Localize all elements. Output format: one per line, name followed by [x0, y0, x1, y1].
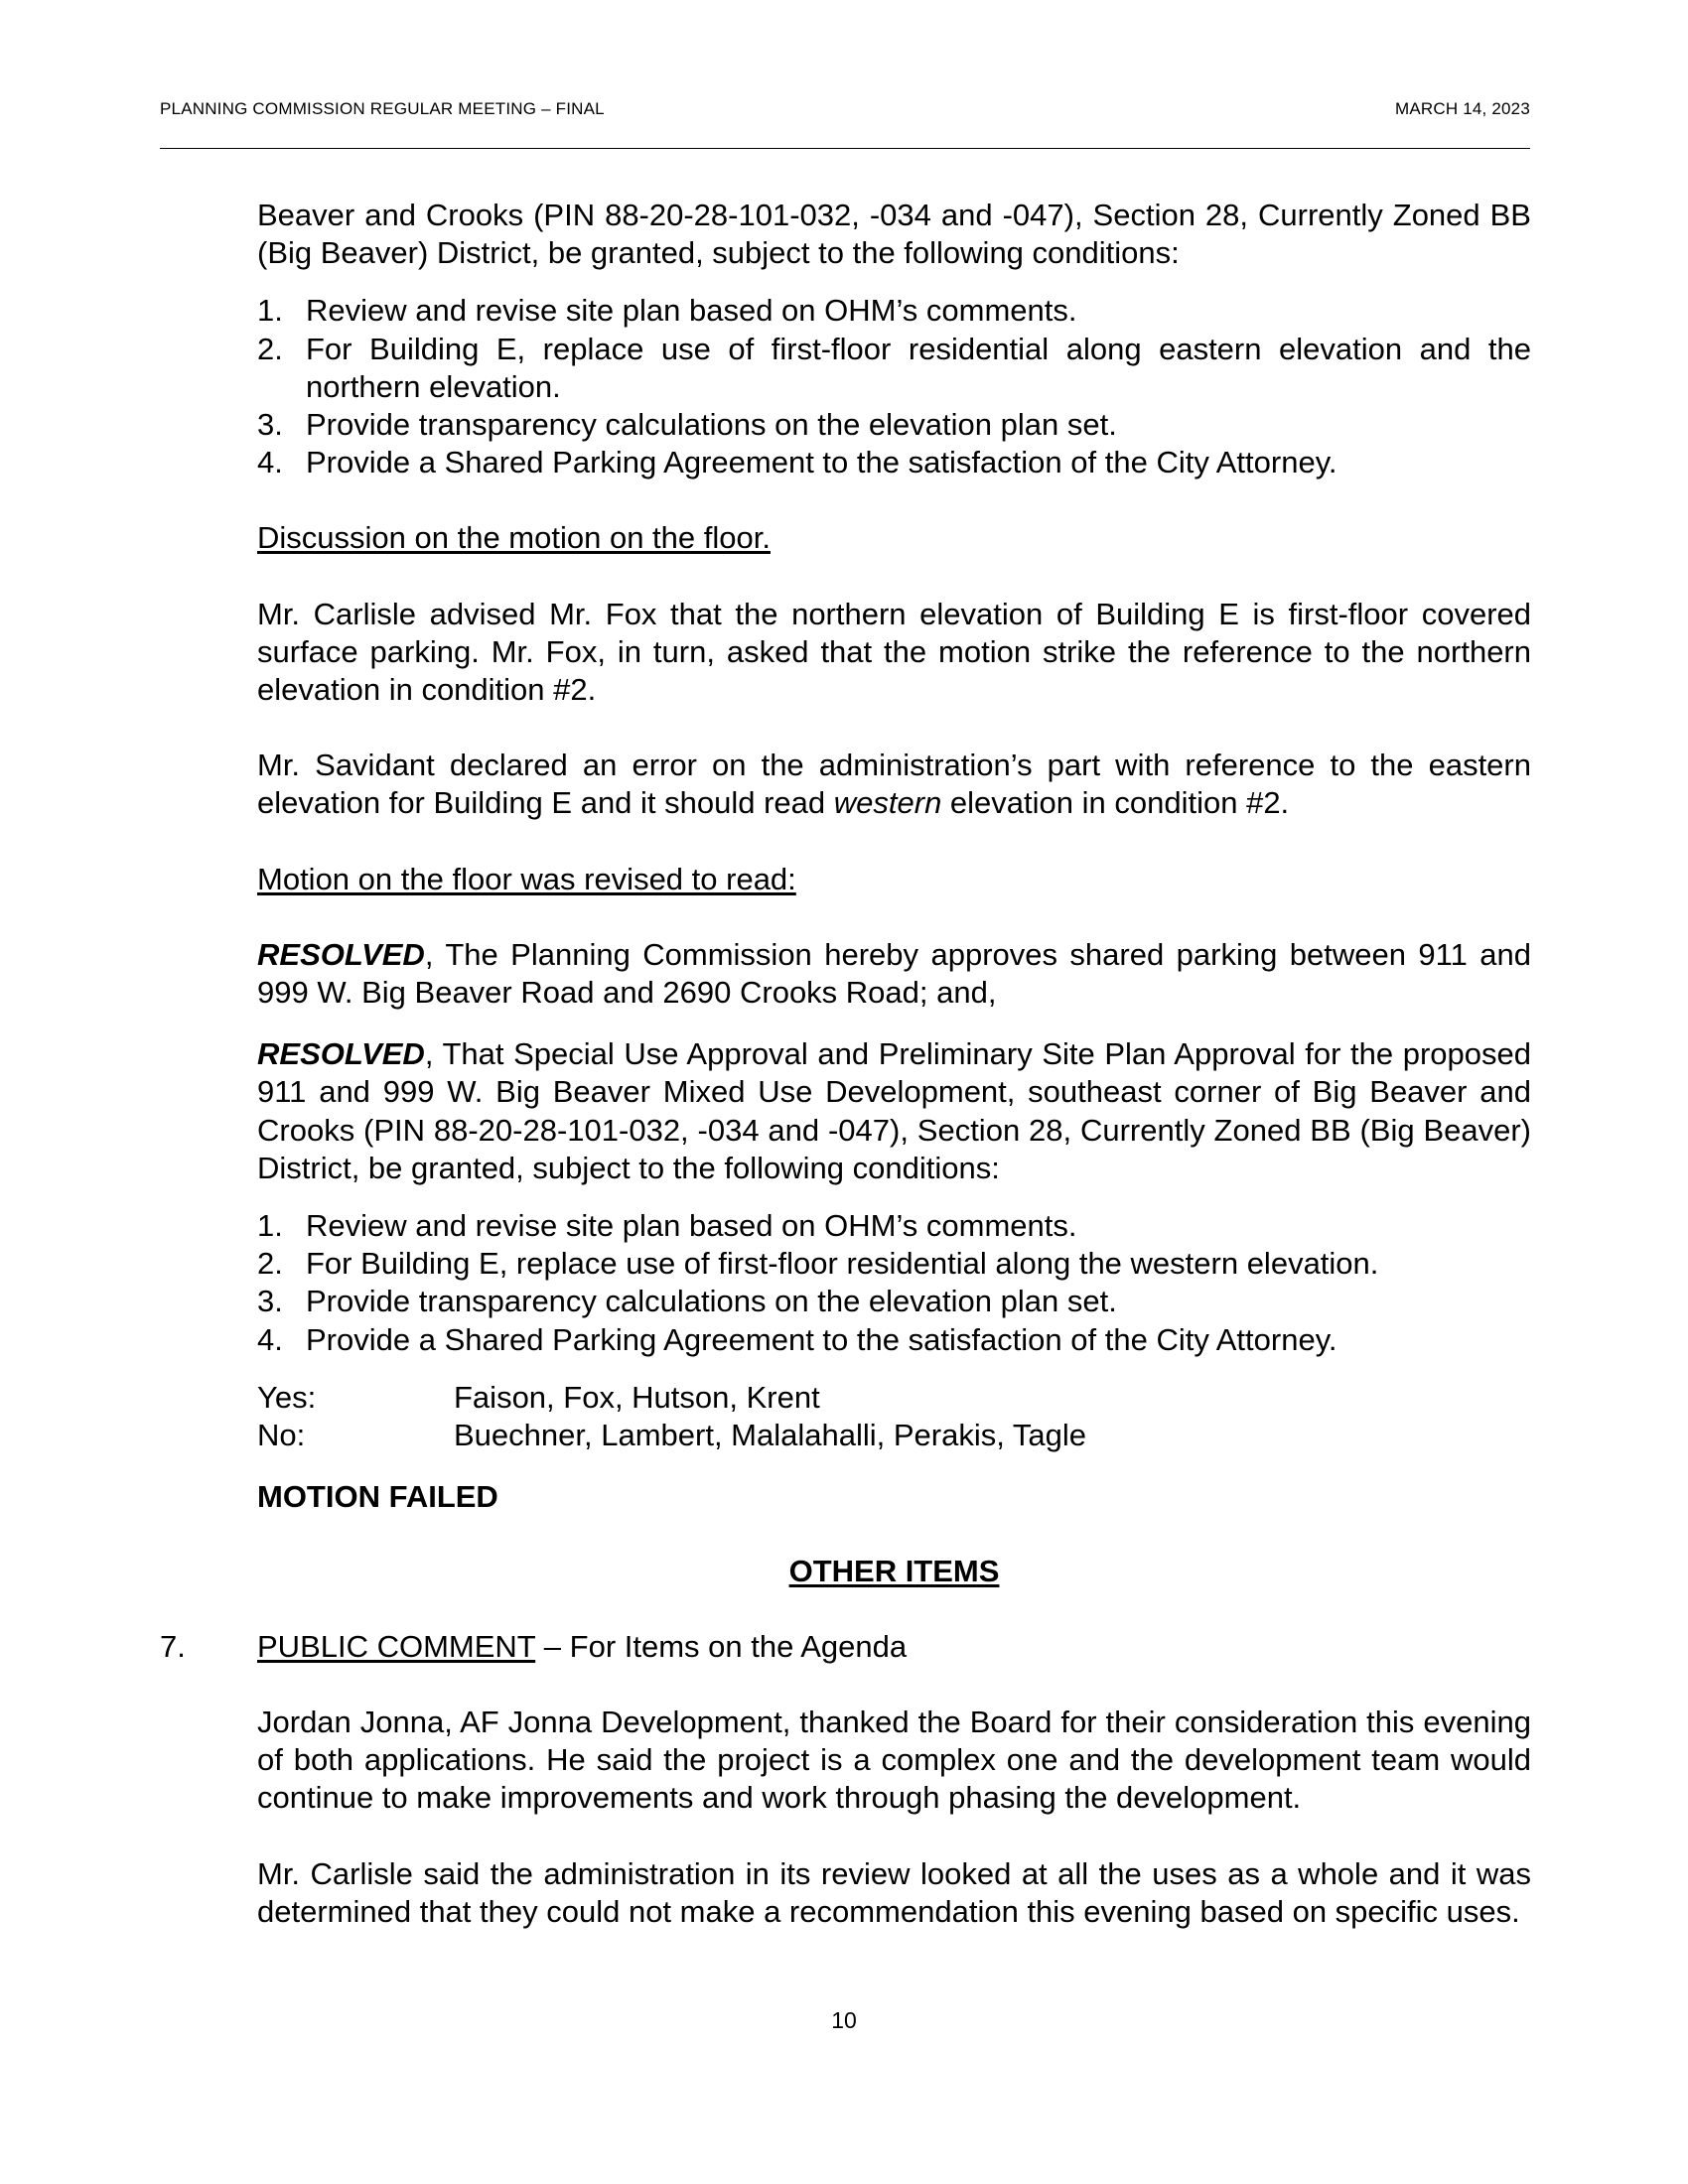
- agenda-item-number: 7.: [160, 1628, 186, 1664]
- vote-yes-row: Yes: Faison, Fox, Hutson, Krent: [257, 1379, 820, 1415]
- list-item: 3. Provide transparency calculations on the elevation plan set.: [257, 1284, 1117, 1319]
- original-conditions-list: [257, 292, 1531, 481]
- revised-motion-heading: Motion on the floor was revised to read:: [257, 861, 796, 896]
- discussion-paragraph-1: Mr. Carlisle advised Mr. Fox that the northern elevation of Building E is first-floor covered surface parking. Mr. Fox, in turn, asked that the motion strike the reference to the northern elevation in condition #2.: [257, 596, 1531, 708]
- agenda-item-title: PUBLIC COMMENT: [257, 1628, 536, 1664]
- section-heading: OTHER ITEMS: [788, 1554, 1000, 1589]
- list-item: 4. Provide a Shared Parking Agreement to the satisfaction of the City Attorney.: [257, 445, 1337, 480]
- comment-paragraph-2: Mr. Carlisle said the administration in its review looked at all the uses as a whole and it was determined that they could not make a recommendation this evening based on specific uses.: [257, 1855, 1531, 1929]
- list-item: 3. Provide transparency calculations on the elevation plan set.: [257, 407, 1117, 443]
- header-divider: [160, 148, 1530, 149]
- intro-paragraph: Beaver and Crooks (PIN 88-20-28-101-032, -034 and -047), Section 28, Currently Zoned BB (Big Beaver) District, be granted, subject to the following conditions:: [257, 198, 1531, 271]
- page-number: 10: [831, 2007, 857, 2033]
- list-item: 4. Provide a Shared Parking Agreement to the satisfaction of the City Attorney.: [257, 1321, 1337, 1357]
- header-left: PLANNING COMMISSION REGULAR MEETING – FINAL: [160, 99, 605, 118]
- list-item: 2. For Building E, replace use of first-floor residential along the western elevation.: [257, 1246, 1379, 1282]
- page-body: [160, 197, 1531, 1931]
- vote-tally: [257, 1379, 1531, 1454]
- revised-conditions-list: [257, 1207, 1531, 1359]
- header-date: MARCH 14, 2023: [1394, 99, 1530, 118]
- resolution-2: RESOLVED, That Special Use Approval and Preliminary Site Plan Approval for the proposed 911 and 999 W. Big Beaver Mixed Use Development, southeast corner of Big Beaver and Crooks (PIN 88-20-28-101-032, -034 and -047), Section 28, Currently Zoned BB (Big Beaver) District, be granted, subject to the following conditions:: [257, 1036, 1531, 1185]
- agenda-item-7: 7. PUBLIC COMMENT – For Items on the Agenda: [257, 1628, 1531, 1666]
- list-item: 2. For Building E, replace use of first-floor residential along eastern elevation and the northern elevation.: [257, 331, 1531, 404]
- motion-result: MOTION FAILED: [257, 1479, 498, 1515]
- list-item: 1. Review and revise site plan based on OHM’s comments.: [257, 1208, 1077, 1244]
- discussion-paragraph-2: Mr. Savidant declared an error on the administration’s part with reference to the eastern elevation for Building E and it should read western elevation in condition #2.: [257, 748, 1531, 821]
- list-item: 1. Review and revise site plan based on OHM’s comments.: [257, 293, 1077, 329]
- resolution-1: RESOLVED, The Planning Commission hereby approves shared parking between 911 and 999 W. Big Beaver Road and 2690 Crooks Road; and,: [257, 936, 1531, 1011]
- vote-no-row: No: Buechner, Lambert, Malalahalli, Perakis, Tagle: [257, 1418, 1086, 1453]
- discussion-heading: Discussion on the motion on the floor.: [257, 520, 771, 556]
- comment-paragraph-1: Jordan Jonna, AF Jonna Development, thanked the Board for their consideration this evening of both applications. He said the project is a complex one and the development team would continue to make improvements and work through phasing the development.: [257, 1704, 1531, 1816]
